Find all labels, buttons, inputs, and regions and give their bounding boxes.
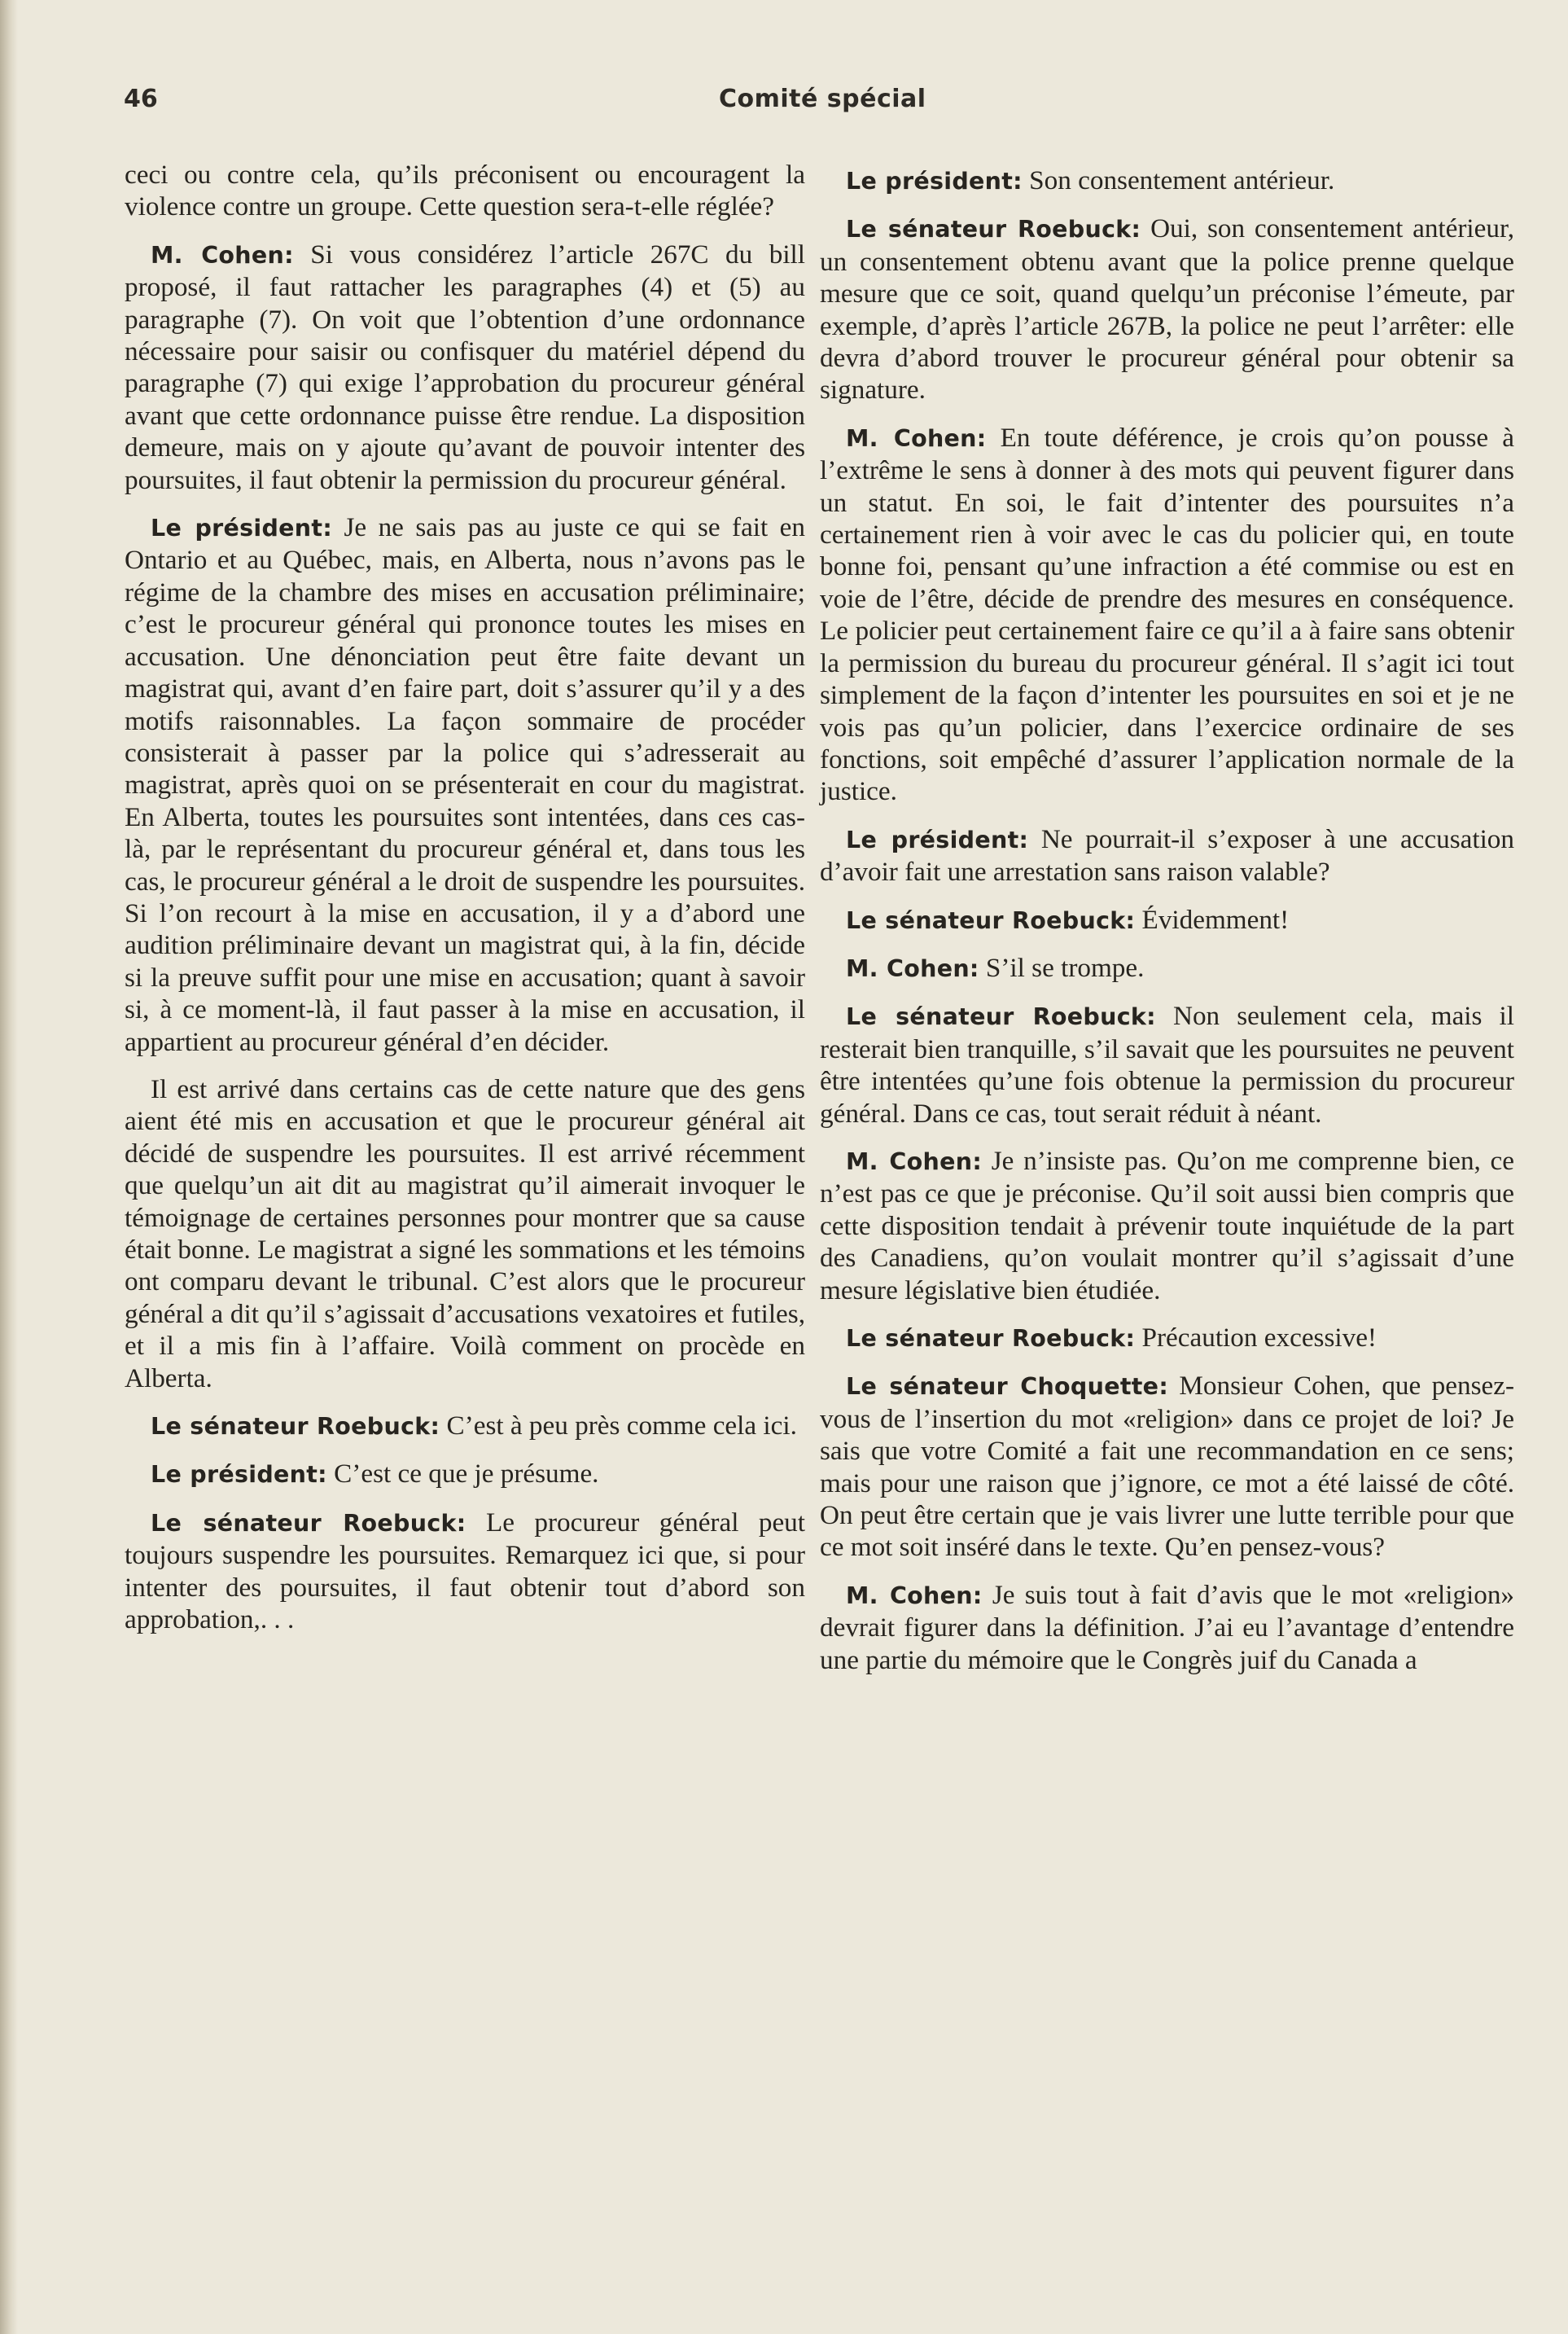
speaker-label: M. Cohen: [846, 1147, 983, 1175]
paragraph [820, 1370, 1514, 1563]
speaker-label: Le sénateur Roebuck: [846, 906, 1136, 934]
paragraph-text: Le procureur général peut toujours suspendre les poursuites. Remarquez ici que, si pour intenter des poursuites, il faut obtenir tout d’abord son approbation,. . . [125, 1507, 805, 1635]
speaker-label: M. Cohen: [151, 241, 294, 269]
paragraph-text: Je suis tout à fait d’avis que le mot «religion» devrait figurer dans la définition. J’ai eu l’avantage d’entendre une partie du mémoire que le Congrès juif du Canada a [820, 1579, 1515, 1675]
paragraph [125, 159, 805, 223]
paragraph [125, 1410, 805, 1442]
speaker-label: Le président: [151, 515, 333, 542]
paragraph-text: C’est à peu près comme cela ici. [446, 1410, 797, 1441]
paragraph-text: Non seulement cela, mais il resterait bien tranquille, s’il savait que les poursuites ne peuvent être intentées qu’une fois obtenue la permission du procureur général. Dans ce cas, tout serait réduit à néant. [820, 1001, 1514, 1129]
speaker-label: Le sénateur Roebuck: [846, 1325, 1136, 1352]
paragraph-text: ceci ou contre cela, qu’ils préconisent ou encouragent la violence contre un groupe. Cette question sera-t-elle réglée? [125, 160, 805, 222]
paragraph [820, 213, 1514, 406]
paragraph-text: Ne pourrait-il s’exposer à une accusation d’avoir fait une arrestation sans raison valable? [820, 823, 1514, 888]
speaker-label: Le président: [846, 826, 1029, 853]
paragraph [820, 952, 1514, 985]
paragraph-text: Oui, son consentement antérieur, un consentement obtenu avant que la police prenne quelque mesure que ce soit, quand quelqu’un préconise l’émeute, par exemple, d’après l’article 267B, la police ne peut l’arrêter: elle devra d’abord trouver le procureur général pour obtenir sa signature. [820, 213, 1514, 406]
speaker-label: Le sénateur Choquette: [846, 1373, 1169, 1401]
speaker-label: M. Cohen: [846, 424, 987, 452]
speaker-label: M. Cohen: [846, 954, 979, 982]
speaker-label: Le sénateur Roebuck: [151, 1413, 440, 1441]
page-gutter-shadow [0, 0, 18, 2334]
paragraph [820, 1145, 1514, 1306]
paragraph [125, 1507, 805, 1636]
speaker-label: Le sénateur Roebuck: [846, 1003, 1156, 1031]
speaker-label: Le sénateur Roebuck: [846, 216, 1141, 243]
speaker-label: Le président: [846, 168, 1023, 195]
paragraph-text: Évidemment! [1141, 904, 1290, 935]
paragraph-text: Monsieur Cohen, que pensez-vous de l’insertion du mot «religion» dans ce projet de loi? Je sais que votre Comité a fait une recommandation en ce sens; mais pour une raison que j’ignore, ce mot a été laissé de côté. On peut être certain que je vais livrer une lutte terrible pour que ce mot soit inséré dans le texte. Qu’en pensez-vous? [820, 1371, 1514, 1563]
right-column [820, 165, 1514, 1691]
paragraph [125, 511, 805, 1058]
running-title: Comité spécial [719, 85, 926, 113]
paragraph [820, 904, 1514, 937]
paragraph [820, 1579, 1514, 1676]
paragraph [820, 165, 1514, 197]
paragraph-text: C’est ce que je présume. [334, 1459, 599, 1489]
paragraph-text: Je n’insiste pas. Qu’on me comprenne bien, ce n’est pas ce que je préconise. Qu’il soit aussi bien compris que cette disposition tendait à prévenir toute inquiétude de la part des Canadiens, qu’on voulait montrer qu’il s’agissait d’une mesure législative bien étudiée. [820, 1145, 1514, 1305]
paragraph [125, 239, 805, 496]
paragraph-text: En toute déférence, je crois qu’on pousse à l’extrême le sens à donner à des mots qui peuvent figurer dans un statut. En soi, le fait d’intenter des poursuites n’a certainement rien à voir avec le cas du policier qui, en toute bonne foi, pensant qu’une infraction a été commise ou est en voie de l’être, décide de prendre des mesures en conséquence. Le policier peut certainement faire ce qu’il a à faire sans obtenir la permission du bureau du procureur général. Il s’agit ici tout simplement de la façon d’intenter les poursuites en soi et je ne vois pas qu’un policier, dans l’exercice ordinaire de ses fonctions, soit empêché d’assurer l’application normale de la justice. [820, 422, 1514, 807]
paragraph-text: Il est arrivé dans certains cas de cette nature que des gens aient été mis en accusation et que le procureur général ait décidé de suspendre les poursuites. Il est arrivé récemment que quelqu’un ait dit au magistrat qu’il aimerait invoquer le témoignage de certaines personnes pour montrer que sa cause était bonne. Le magistrat a signé les sommations et les témoins ont comparu devant le tribunal. C’est alors que le procureur général a dit qu’il s’agissait d’accusations vexatoires et futiles, et il a mis fin à l’affaire. Voilà comment on procède en Alberta. [125, 1073, 805, 1393]
paragraph [125, 1073, 805, 1394]
paragraph-text: Son consentement antérieur. [1029, 165, 1335, 195]
paragraph [820, 1000, 1514, 1130]
page-number: 46 [124, 85, 158, 113]
speaker-label: Le président: [151, 1461, 327, 1489]
paragraph-text: S’il se trompe. [985, 952, 1145, 983]
paragraph [820, 823, 1514, 888]
speaker-label: M. Cohen: [846, 1582, 983, 1609]
paragraph [125, 1458, 805, 1490]
paragraph [820, 422, 1514, 808]
paragraph-text: Si vous considérez l’article 267C du bill proposé, il faut rattacher les paragraphes (4) et (5) au paragraphe (7). On voit que l’obtention d’une ordonnance nécessaire pour saisir ou confisquer du matériel dépend du paragraphe (7) qui exige l’approbation du procureur général avant que cette ordonnance puisse être rendue. La disposition demeure, mais on y ajoute qu’avant de pouvoir intenter des poursuites, il faut obtenir la permission du procureur général. [125, 239, 805, 495]
speaker-label: Le sénateur Roebuck: [151, 1509, 466, 1537]
paragraph-text: Précaution excessive! [1141, 1323, 1377, 1353]
paragraph [820, 1322, 1514, 1354]
page-header [0, 85, 1568, 125]
paragraph-text: Je ne sais pas au juste ce qui se fait en Ontario et au Québec, mais, en Alberta, nous n’avons pas le régime de la chambre des mises en accusation préliminaire; c’est le procureur général qui prononce toutes les mises en accusation. Une dénonciation peut être faite devant un magistrat qui, avant d’en faire part, doit s’assurer qu’il y a des motifs raisonnables. La façon sommaire de procéder consisterait à passer par la police qui s’adresserait au magistrat, après quoi on se présenterait en cour du magistrat. En Alberta, toutes les poursuites sont intentées, dans ces cas-là, par le représentant du procureur général et, dans tous les cas, le procureur général a le droit de suspendre les poursuites. Si l’on recourt à la mise en accusation, il y a d’abord une audition préliminaire devant un magistrat qui, à la fin, décide si la preuve suffit pour une mise en accusation; quant à savoir si, à ce moment-là, il faut passer à la mise en accusation, il appartient au procureur général d’en décider. [125, 512, 806, 1057]
left-column [125, 159, 805, 1651]
